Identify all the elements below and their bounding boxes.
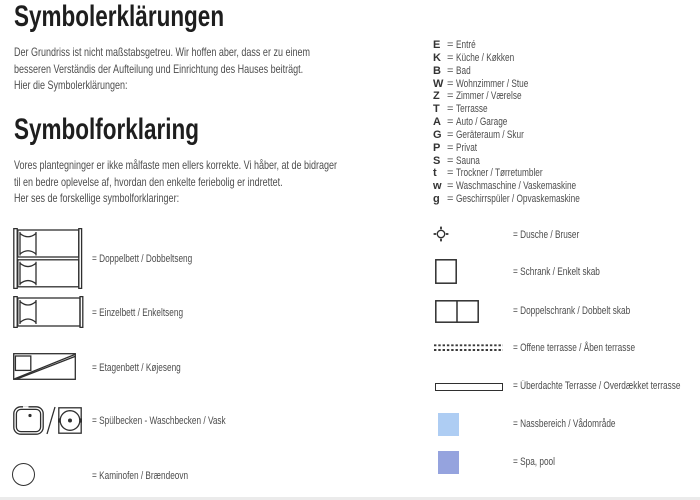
danish-section <box>14 114 445 207</box>
legend-label-double-cabinet: = Doppelschrank / Dobbelt skab <box>513 305 631 317</box>
german-title: Symbolerklärungen <box>14 0 225 33</box>
abbr-row-zimmer: Z = Zimmer / Værelse <box>433 90 522 103</box>
abbr-row-kueche: K = Küche / Køkken <box>433 51 515 64</box>
abbr-row-auto: A = Auto / Garage <box>433 116 508 129</box>
double-cabinet-icon <box>435 300 479 323</box>
german-section <box>14 1 409 94</box>
legend-label-bunk-bed: = Etagenbett / Køjeseng <box>92 362 181 374</box>
abbr-row-geraeteraum: G = Geräteraum / Skur <box>433 128 524 141</box>
spa-pool-swatch <box>438 451 459 474</box>
legend-label-stove: = Kaminofen / Brændeovn <box>92 470 189 482</box>
slash-separator-icon <box>46 406 56 435</box>
wet-area-swatch <box>438 413 459 436</box>
abbr-row-bad: B = Bad <box>433 64 471 77</box>
covered-terrace-icon <box>435 383 503 391</box>
kitchen-sink-icon <box>13 406 44 435</box>
sink-icons <box>13 406 82 435</box>
legend-label-covered-terrace: = Überdachte Terrasse / Overdækket terrasse <box>513 380 681 392</box>
danish-paragraph: Vores plantegninger er ikke målfaste men ellers korrekte. Vi håber, at de bidrager til en bedre oplevelse af, hvordan den enkelte feriebolig er indrettet. Her ses de forskellige symbolforklaringer: <box>14 158 338 205</box>
legend-label-spa-pool: = Spa, pool <box>513 456 555 468</box>
single-bed-icon <box>13 296 84 328</box>
abbreviation-list <box>433 39 621 206</box>
legend-label-cabinet: = Schrank / Enkelt skab <box>513 266 600 278</box>
open-terrace-icon <box>434 344 503 352</box>
abbr-row-privat: P = Privat <box>433 141 478 154</box>
legend-label-shower: = Dusche / Bruser <box>513 229 580 241</box>
washbasin-icon <box>58 407 82 434</box>
abbr-row-trockner: t = Trockner / Tørretumbler <box>433 167 543 180</box>
abbr-row-geschirrspueler: g = Geschirrspüler / Opvaskemaskine <box>433 193 580 206</box>
abbr-row-waschmaschine: w = Waschmaschine / Vaskemaskine <box>433 180 577 193</box>
abbr-row-sauna: S = Sauna <box>433 154 480 167</box>
bunk-bed-icon <box>13 353 76 380</box>
single-cabinet-icon <box>435 259 457 284</box>
legend-label-single-bed: = Einzelbett / Enkeltseng <box>92 307 184 319</box>
shower-icon <box>433 226 449 242</box>
german-paragraph: Der Grundriss ist nicht maßstabsgetreu. Wir hoffen aber, dass er zu einem besseren Verständis der Aufteilung und Einrichtung des Hauses beiträgt. Hier die Symbolerklärungen: <box>14 45 310 92</box>
wood-stove-icon <box>12 463 35 486</box>
abbr-row-terrasse: T = Terrasse <box>433 103 488 116</box>
double-bed-icon <box>13 228 83 289</box>
danish-title: Symbolforklaring <box>14 113 200 146</box>
abbr-row-entre: E = Entré <box>433 39 476 51</box>
legend-label-open-terrace: = Offene terrasse / Åben terrasse <box>513 342 636 354</box>
abbr-row-wohnzimmer: W = Wohnzimmer / Stue <box>433 77 529 90</box>
legend-label-sink: = Spülbecken - Waschbecken / Vask <box>92 415 226 427</box>
legend-label-wet-area: = Nassbereich / Vådområde <box>513 418 616 430</box>
legend-label-double-bed: = Doppelbett / Dobbeltseng <box>92 253 193 265</box>
